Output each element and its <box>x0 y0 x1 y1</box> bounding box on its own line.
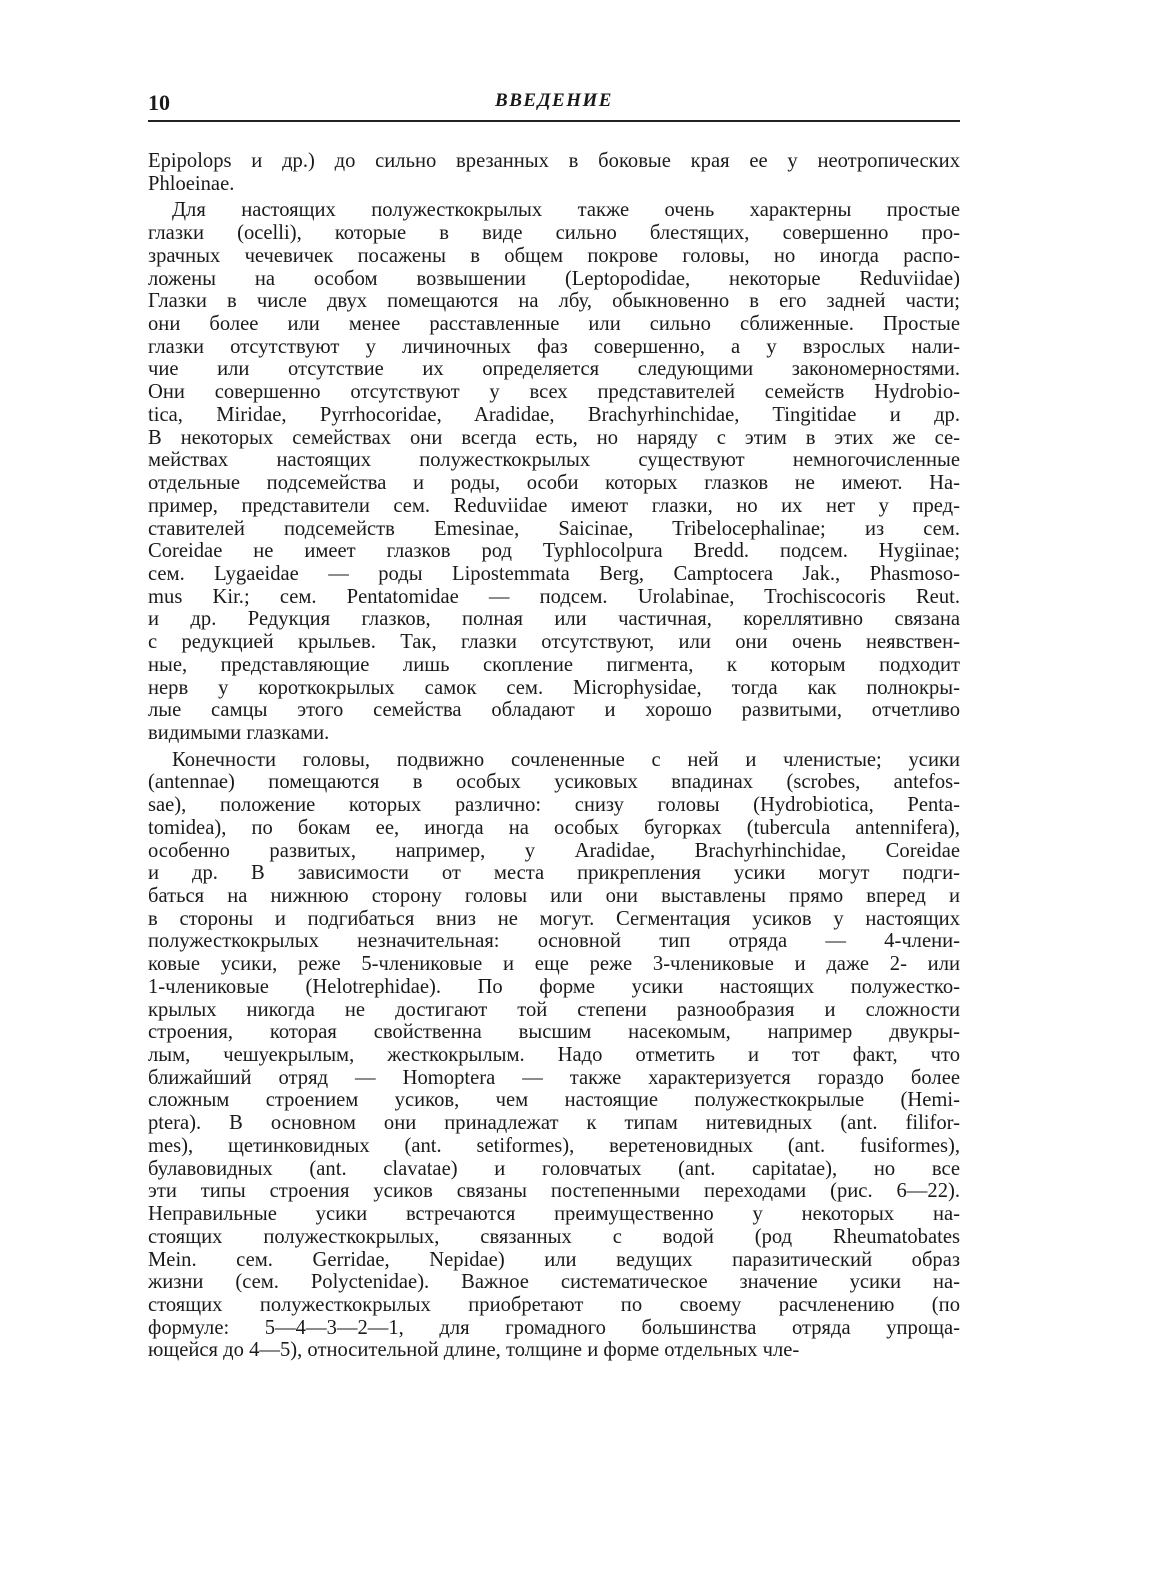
text-line: Coreidae не имеет глазков род Typhlocolpura Bredd. подсем. Hygiinae; <box>148 540 960 563</box>
text-line: эти типы строения усиков связаны постепенными переходами (рис. 6—22). <box>148 1180 960 1203</box>
text-line: Epipolops и др.) до сильно врезанных в боковые края ее у неотропических <box>148 150 960 172</box>
text-line: Для настоящих полужесткокрылых также очень характерны простые <box>172 199 960 222</box>
text-line: В некоторых семействах они всегда есть, но наряду с этим в этих же се- <box>148 426 960 449</box>
text-line: ближайший отряд — Homoptera — также характеризуется гораздо более <box>148 1066 960 1089</box>
page-header <box>148 90 960 122</box>
text-line: булавовидных (ant. clavatae) и головчатых (ant. capitatae), но все <box>148 1157 960 1180</box>
text-line: отдельные подсемейства и роды, особи которых глазков не имеют. На- <box>148 472 960 495</box>
text-line: особенно развитых, например, у Aradidae, Brachyrhinchidae, Coreidae <box>148 839 960 862</box>
text-line: полужесткокрылых незначительная: основной тип отряда — 4-члени- <box>148 930 960 953</box>
text-line: (antennae) помещаются в особых усиковых впадинах (scrobes, antefos- <box>148 771 960 794</box>
text-line: стоящих полужесткокрылых приобретают по своему расчленению (по <box>148 1293 960 1316</box>
text-line: стоящих полужесткокрылых, связанных с водой (род Rheumatobates <box>148 1225 960 1248</box>
text-line: баться на нижнюю сторону головы или они выставлены прямо вперед и <box>148 885 960 907</box>
text-line: зрачных чечевичек посажены в общем покрове головы, но иногда распо- <box>148 244 960 267</box>
text-line: глазки (ocelli), которые в виде сильно блестящих, совершенно про- <box>148 222 960 245</box>
body-text <box>148 150 960 1362</box>
text-line: нерв у короткокрылых самок сем. Microphysidae, тогда как полнокры- <box>148 676 960 699</box>
paragraph <box>148 749 960 1362</box>
text-line: они более или менее расставленные или сильно сближенные. Простые <box>148 313 960 336</box>
text-line: Phloeinae. <box>148 172 235 195</box>
running-title: ВВЕДЕНИЕ <box>495 90 613 111</box>
paragraph <box>148 199 960 744</box>
text-line: чие или отсутствие их определяется следующими закономерностями. <box>148 358 960 381</box>
text-line: и др. Редукция глазков, полная или частичная, кореллятивно связана <box>148 608 960 631</box>
text-line: ставителей подсемейств Emesinae, Saicinae, Tribelocephalinae; из сем. <box>148 517 960 540</box>
text-line: с редукцией крыльев. Так, глазки отсутствуют, или они очень неявствен- <box>148 631 960 654</box>
text-line: Они совершенно отсутствуют у всех представителей семейств Hydrobio- <box>148 381 960 404</box>
text-line: ptera). В основном они принадлежат к типам нитевидных (ant. filifor- <box>148 1112 960 1135</box>
text-line: в стороны и подгибаться вниз не могут. Сегментация усиков у настоящих <box>148 907 960 930</box>
text-line: tica, Miridae, Pyrrhocoridae, Aradidae, Brachyrhinchidae, Tingitidae и др. <box>148 403 960 426</box>
text-line: пример, представители сем. Reduviidae имеют глазки, но их нет у пред- <box>148 494 960 517</box>
text-line: ковые усики, реже 5-члениковые и еще реже 3-члениковые и даже 2- или <box>148 953 960 976</box>
text-line: tomidea), по бокам ее, иногда на особых бугорках (tubercula antennifera), <box>148 816 960 839</box>
text-line: Mein. сем. Gerridae, Nepidae) или ведущих паразитический образ <box>148 1248 960 1271</box>
text-line: ложены на особом возвышении (Leptopodidae, некоторые Reduviidae) <box>148 267 960 290</box>
text-line: 1-члениковые (Helotrephidae). По форме усики настоящих полужестко- <box>148 975 960 998</box>
text-line: сложным строением усиков, чем настоящие полужесткокрылые (Hemi- <box>148 1089 960 1112</box>
text-line: формуле: 5—4—3—2—1, для громадного большинства отряда упроща- <box>148 1316 960 1339</box>
text-line: лым, чешуекрылым, жесткокрылым. Надо отметить и тот факт, что <box>148 1044 960 1067</box>
text-line: ные, представляющие лишь скопление пигмента, к которым подходит <box>148 653 960 676</box>
text-line: sae), положение которых различно: снизу головы (Hydrobiotica, Penta- <box>148 794 960 817</box>
text-line: и др. В зависимости от места прикрепления усики могут подги- <box>148 862 960 885</box>
text-line: Неправильные усики встречаются преимущественно у некоторых на- <box>148 1203 960 1226</box>
text-line: крылых никогда не достигают той степени разнообразия и сложности <box>148 998 960 1021</box>
text-line: глазки отсутствуют у личиночных фаз совершенно, а у взрослых нали- <box>148 335 960 358</box>
text-line: mes), щетинковидных (ant. setiformes), веретеновидных (ant. fusiformes), <box>148 1134 960 1157</box>
paragraph <box>148 150 960 195</box>
text-line: жизни (сем. Polyctenidae). Важное систематическое значение усики на- <box>148 1271 960 1294</box>
text-line: лые самцы этого семейства обладают и хорошо развитыми, отчетливо <box>148 699 960 722</box>
page-number: 10 <box>148 90 170 115</box>
text-line: видимыми глазками. <box>148 721 330 744</box>
text-line: строения, которая свойственна высшим насекомым, например двукры- <box>148 1021 960 1044</box>
text-line: mus Kir.; сем. Pentatomidae — подсем. Urolabinae, Trochiscocoris Reut. <box>148 585 960 608</box>
text-line: Глазки в числе двух помещаются на лбу, обыкновенно в его задней части; <box>148 290 960 313</box>
text-line: Конечности головы, подвижно сочлененные с ней и членистые; усики <box>172 748 960 771</box>
text-line: ющейся до 4—5), относительной длине, толщине и форме отдельных чле- <box>148 1339 800 1362</box>
text-line: мействах настоящих полужесткокрылых существуют немногочисленные <box>148 449 960 472</box>
text-line: сем. Lygaeidae — роды Lipostemmata Berg, Camptocera Jak., Phasmoso- <box>148 562 960 585</box>
